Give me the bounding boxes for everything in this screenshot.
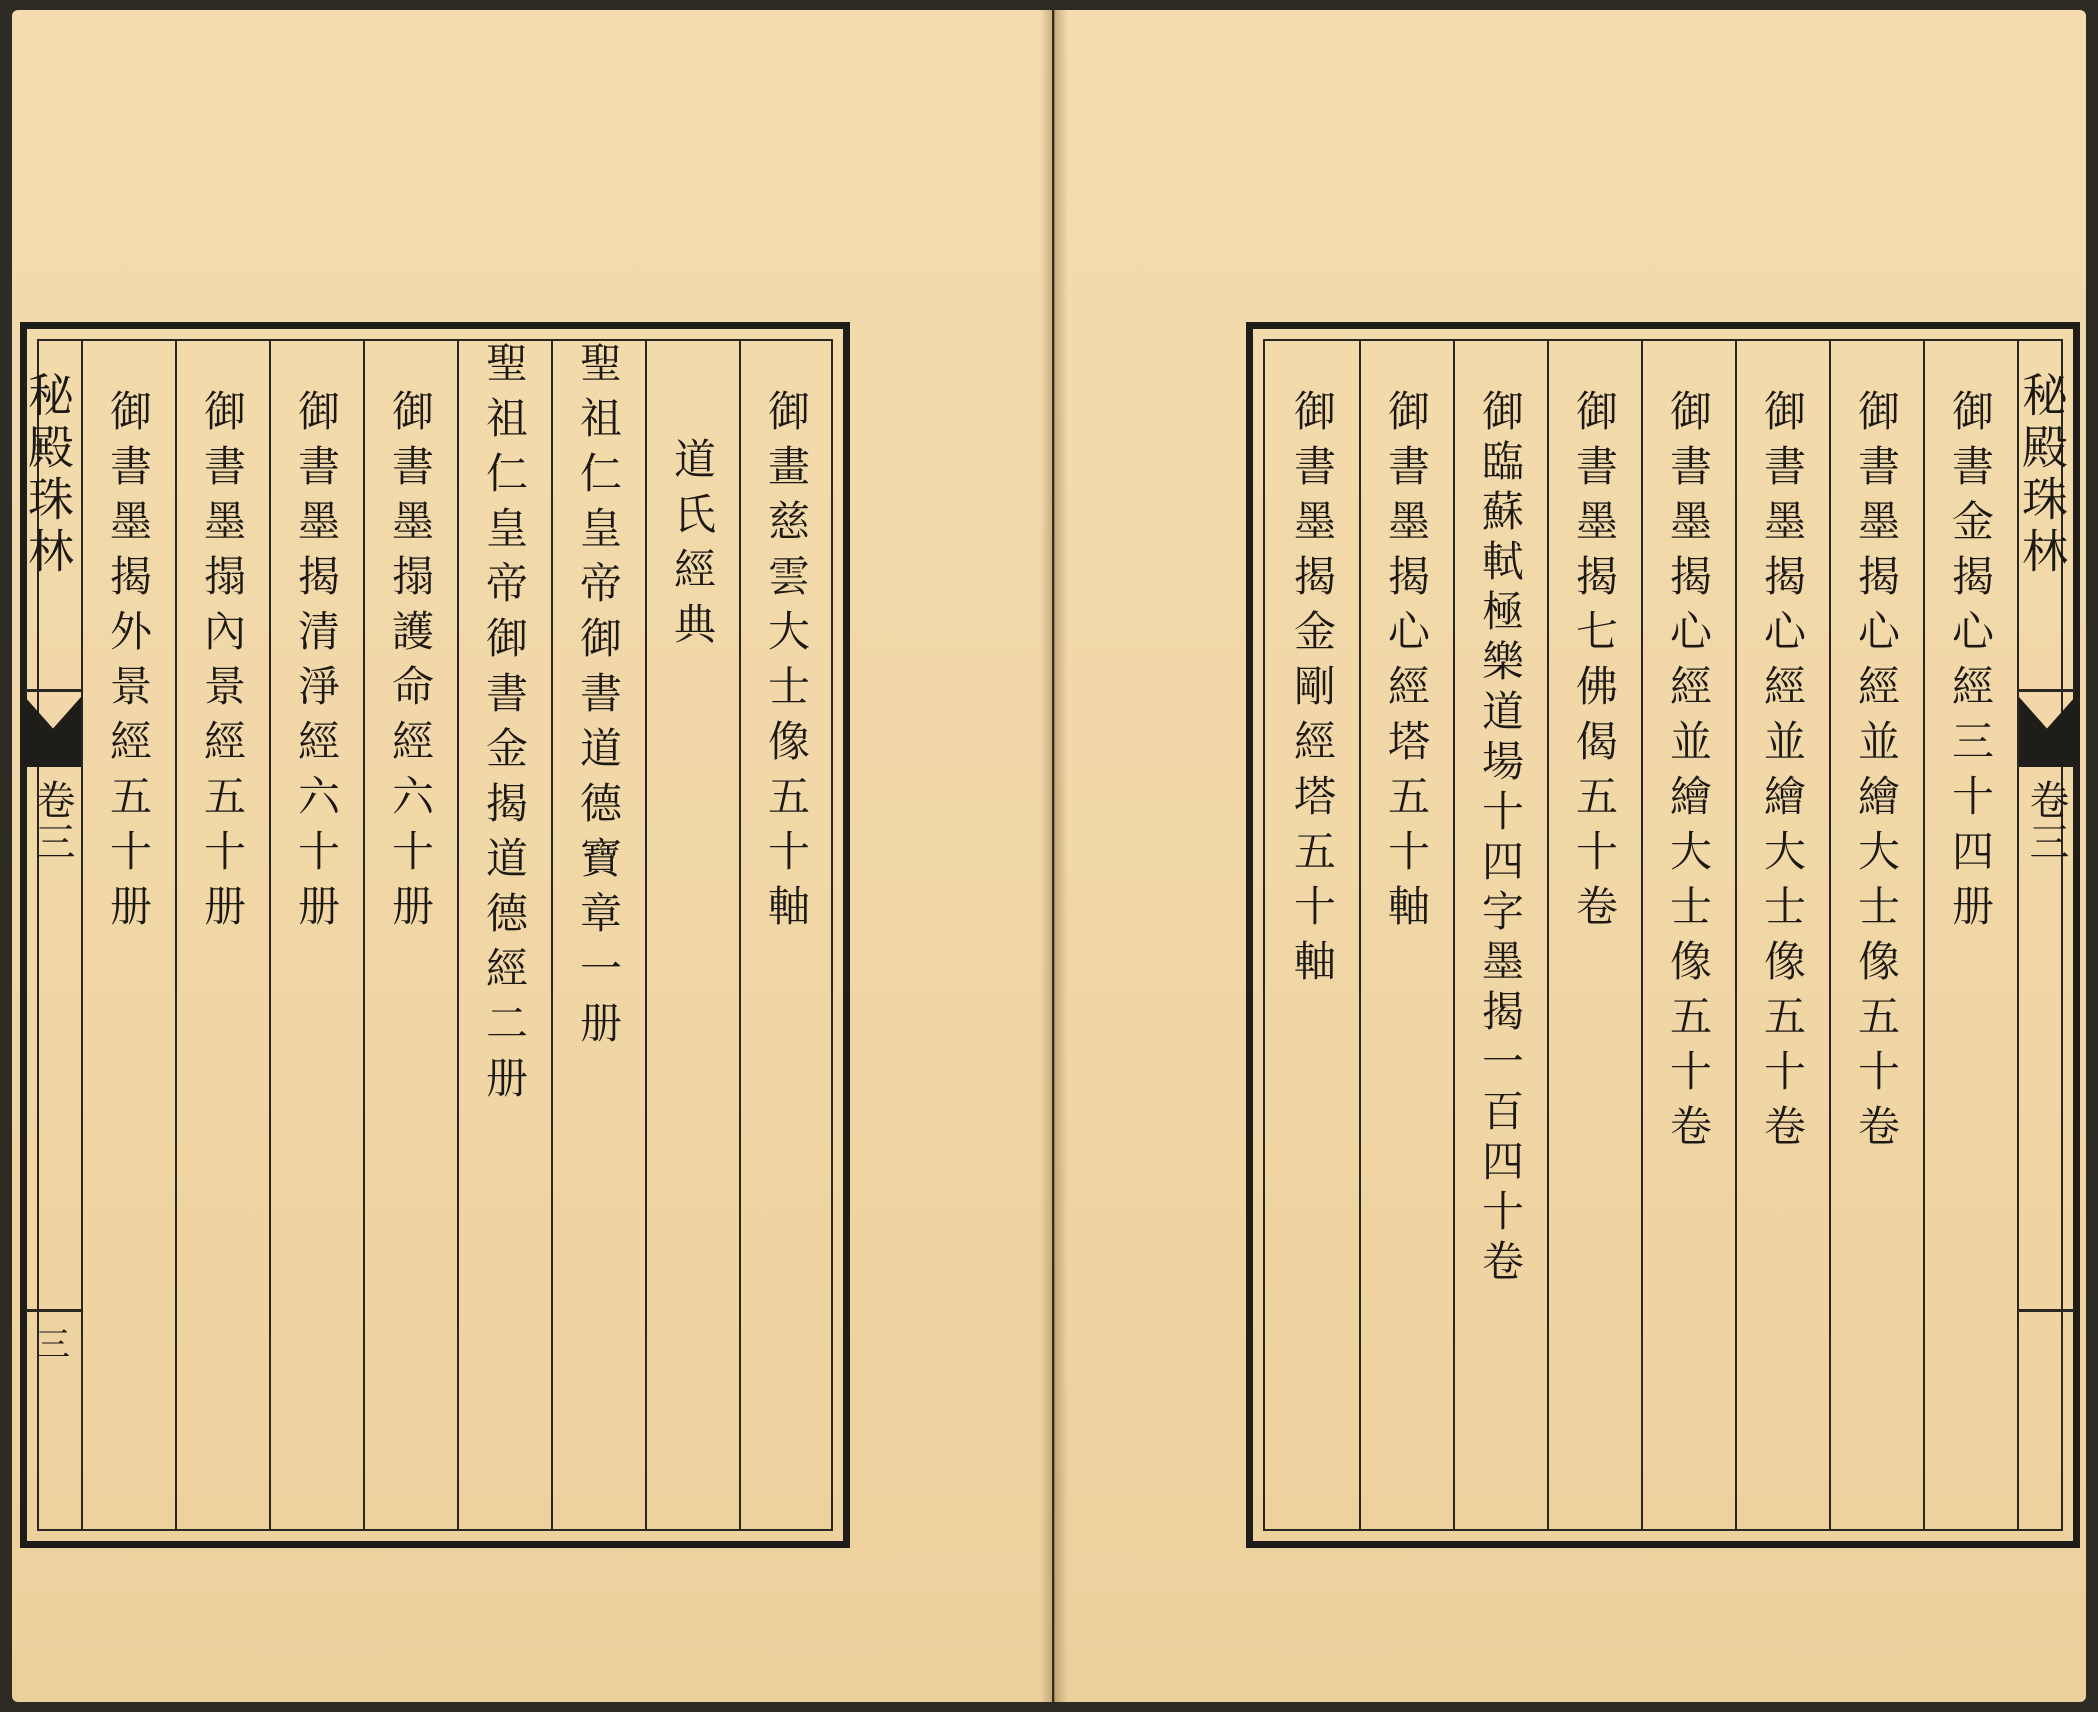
right-column [1923,341,2017,1529]
right-column-text: 御書墨揭心經並繪大士像五十卷 [1664,389,1713,1159]
right-column-text: 御書墨揭金剛經塔五十軸 [1288,389,1337,994]
right-column [1453,341,1549,1529]
left-column [363,341,459,1529]
left-column [739,341,833,1529]
right-column-text: 御書墨揭七佛偈五十卷 [1570,389,1619,939]
right-block-heart-juan: 卷三 [2023,779,2069,863]
left-column [81,341,177,1529]
left-column-text: 御書墨搨內景經五十册 [198,389,247,939]
right-column [1735,341,1831,1529]
left-column-text: 聖祖仁皇帝御書道德寶章一册 [574,341,623,1056]
right-column [1641,341,1737,1529]
left-block-heart [21,341,83,1529]
left-column [551,341,647,1529]
left-block-heart-title: 秘殿珠林 [21,371,75,579]
left-column-text: 聖祖仁皇帝御書金揭道德經二册 [480,341,529,1111]
right-column [1265,341,1361,1529]
right-columns [1265,341,2019,1529]
left-column-text: 御畫慈雲大士像五十軸 [762,389,811,939]
right-column-text: 御臨蘇軾極樂道場十四字墨揭一百四十卷 [1476,389,1525,1289]
left-column [175,341,271,1529]
left-columns [81,341,831,1529]
left-column-text: 御書墨揭外景經五十册 [104,389,153,939]
right-block-heart-rule-lower [2019,1309,2075,1312]
right-column [1547,341,1643,1529]
left-block-heart-juan: 卷三 [29,779,75,863]
left-column-text: 御書墨搨護命經六十册 [386,389,435,939]
left-column [269,341,365,1529]
left-column-text: 御書墨揭清淨經六十册 [292,389,341,939]
right-block-heart-rule [2019,689,2075,692]
right-block-heart-title: 秘殿珠林 [2015,371,2069,579]
right-page-inner-frame [1263,339,2069,1531]
book-gutter [1040,10,1068,1702]
left-block-heart-rule [25,689,81,692]
left-column [645,341,741,1529]
right-page-frame [1246,322,2080,1548]
left-page-inner-frame [21,339,833,1531]
left-column [457,341,553,1529]
right-column [1829,341,1925,1529]
right-block-heart [2017,341,2075,1529]
right-column-text: 御書墨揭心經並繪大士像五十卷 [1758,389,1807,1159]
left-block-heart-rule-lower [25,1309,81,1312]
left-fishtail-icon [25,697,81,767]
right-column-text: 御書墨揭心經塔五十軸 [1382,389,1431,939]
left-column-text: 道氏經典 [668,437,717,657]
right-column [1359,341,1455,1529]
left-folio-number: 三 [36,1325,70,1365]
right-column-text: 御書金揭心經三十四册 [1946,389,1995,939]
left-page-frame [20,322,850,1548]
right-fishtail-icon [2019,697,2075,767]
right-column-text: 御書墨揭心經並繪大士像五十卷 [1852,389,1901,1159]
